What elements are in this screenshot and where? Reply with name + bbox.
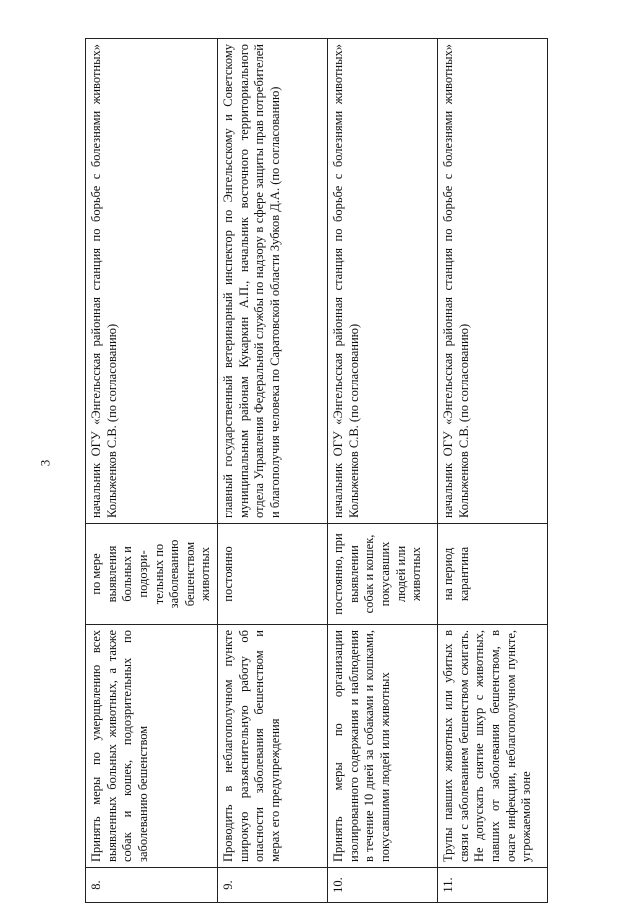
responsible-cell: начальник ОГУ «Энгельсская районная станция по борьбе с болезнями животных» Колыженков С.В. (по согласованию) xyxy=(86,39,218,524)
row-number: 9. xyxy=(218,868,328,903)
table-row xyxy=(86,39,218,903)
measures-table xyxy=(85,38,548,903)
rotated-table-container xyxy=(85,38,534,903)
responsible-cell: начальник ОГУ «Энгельсская районная станция по борьбе с болезнями животных» Колыженков С.В. (по согласованию) xyxy=(438,39,548,524)
responsible-cell: главный государственный ветеринарный инспектор по Энгельсскому и Советскому муниципальным районам Кукаркин А.П., начальник восточного территориального отдела Управления Федеральной службы по надзору в сфере защиты прав потребителей и благополучия человека по Саратовской области Зубков Д.А. (по согласованию) xyxy=(218,39,328,524)
table-row xyxy=(438,39,548,903)
table-wrapper xyxy=(85,38,534,903)
action-cell: Проводить в неблагополучном пункте широкую разъяснительную работу об опасности заболевания бешенством и мерах его предупреждения xyxy=(218,625,328,868)
page-number: 3 xyxy=(37,459,53,467)
action-cell: Принять меры по умерщвлению всех выявленных больных животных, а также собак и кошек, подозрительных по заболеванию бешенством xyxy=(86,625,218,868)
row-number: 10. xyxy=(328,868,438,903)
action-cell: Принять меры по организации изолированного содержания и наблюдения в течение 10 дней за собаками и кошками, покусавшими людей или животных xyxy=(328,625,438,868)
row-number: 11. xyxy=(438,868,548,903)
table-row xyxy=(218,39,328,903)
term-cell: постоянно xyxy=(218,524,328,625)
term-cell: по мере выявления больных и подозри-тельных по заболеванию бешенством животных xyxy=(86,524,218,625)
action-cell: Трупы павших животных или убитых в связи с заболеванием бешенством сжигать. Не допускать снятие шкур с животных, павших от заболевания бешенством, в очаге инфекции, неблагополучном пункте, угрожаемой зоне xyxy=(438,625,548,868)
term-cell: на период карантина xyxy=(438,524,548,625)
table-row xyxy=(328,39,438,903)
row-number: 8. xyxy=(86,868,218,903)
term-cell: постоянно, при выявлении собак и кошек, покусавших людей или животных xyxy=(328,524,438,625)
responsible-cell: начальник ОГУ «Энгельсская районная станция по борьбе с болезнями животных» Колыженков С.В. (по согласованию) xyxy=(328,39,438,524)
